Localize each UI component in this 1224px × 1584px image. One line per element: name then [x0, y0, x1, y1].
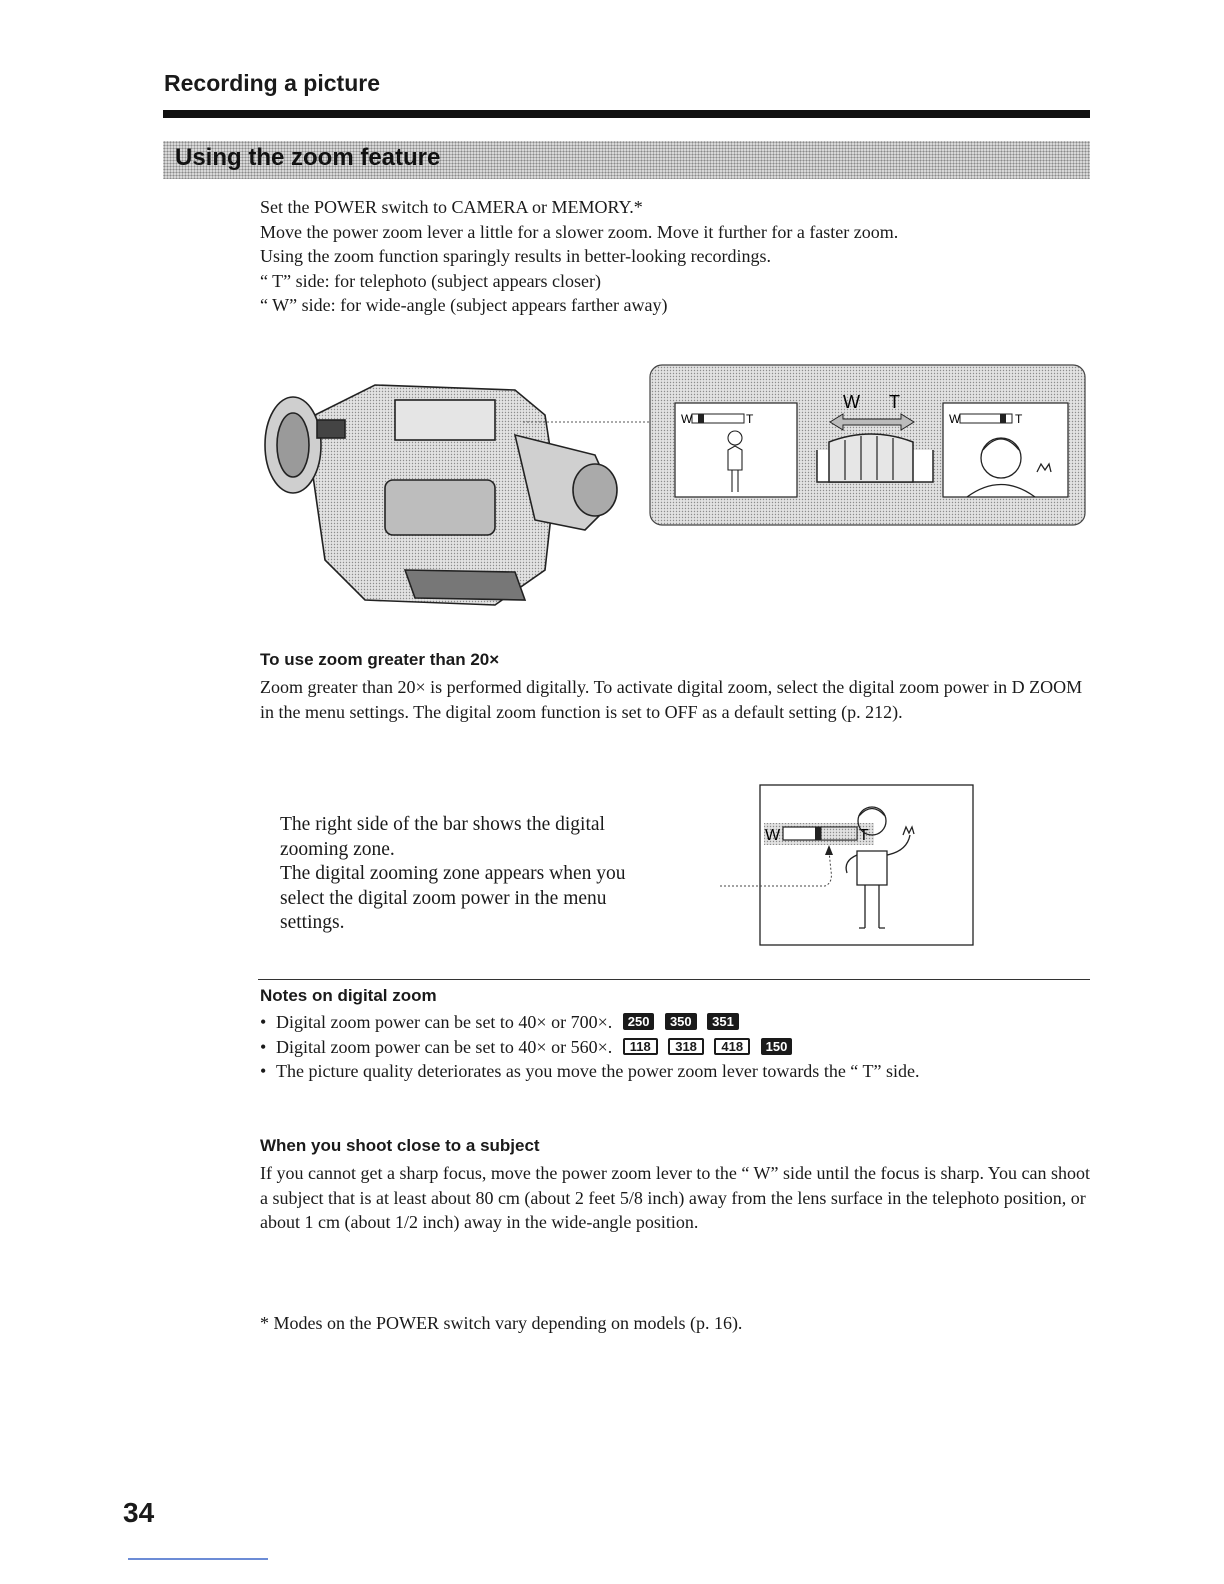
intro-line: Move the power zoom lever a little for a slower zoom. Move it further for a faster zoom.: [260, 221, 899, 242]
digital-zoom-figure: [715, 783, 977, 948]
model-badge: 250: [623, 1013, 655, 1030]
notes-divider: [258, 979, 1090, 980]
lever-w-label: W: [843, 392, 860, 412]
list-item: [260, 1035, 1090, 1060]
notes-list: [260, 1010, 1090, 1084]
digital-zoom-body: Zoom greater than 20× is performed digitally. To activate digital zoom, select the digital zoom power in D ZOOM in the menu settings. The digital zoom function is set to OFF as a default setting (p. 212).: [260, 677, 1083, 722]
model-badge: 118: [623, 1038, 658, 1055]
camcorder-illustration: [265, 385, 617, 605]
notes-heading: Notes on digital zoom: [260, 986, 437, 1005]
intro-line: “ T” side: for telephoto (subject appears closer): [260, 270, 602, 291]
model-badge: 418: [714, 1038, 750, 1055]
tele-view-frame: [943, 403, 1068, 497]
desc-line: The right side of the bar shows the digital: [280, 814, 605, 835]
wide-view-frame: [675, 403, 797, 497]
footnote: * Modes on the POWER switch vary depending on models (p. 16).: [260, 1313, 743, 1333]
close-subject-heading: When you shoot close to a subject: [260, 1136, 540, 1155]
digital-zone: [821, 827, 857, 840]
bar-t-label: T: [859, 827, 869, 844]
list-item: [260, 1010, 1090, 1035]
bar-w-label: W: [949, 412, 961, 426]
intro-line: “ W” side: for wide-angle (subject appears farther away): [260, 295, 668, 315]
lever-t-label: T: [889, 392, 900, 412]
digital-zone-description: [280, 813, 720, 936]
model-badge: 350: [665, 1013, 697, 1030]
bar-t-label: T: [1015, 412, 1023, 426]
bullet: •: [260, 1061, 267, 1081]
list-item: [260, 1059, 1090, 1084]
section-title: Recording a picture: [164, 70, 380, 96]
header-rule: [163, 110, 1090, 118]
banner-title: Using the zoom feature: [175, 144, 441, 171]
model-badge: 150: [761, 1038, 793, 1055]
note-text: The picture quality deteriorates as you move the power zoom lever towards the “ T” side.: [276, 1061, 920, 1081]
camcorder-zoom-figure: [255, 360, 1095, 615]
page-number: 34: [123, 1497, 155, 1528]
bar-w-label: W: [765, 827, 781, 844]
digital-zoom-heading: To use zoom greater than 20×: [260, 650, 500, 669]
close-subject-body: If you cannot get a sharp focus, move the power zoom lever to the “ W” side until the focus is sharp. You can shoot a subject that is at least about 80 cm (about 2 feet 5/8 inch) away from the lens surface in the telephoto position, or about 1 cm (about 1/2 inch) away in the wide-angle position.: [260, 1163, 1090, 1232]
bar-w-label: W: [681, 412, 693, 426]
note-text: Digital zoom power can be set to 40× or 560×.: [276, 1036, 613, 1057]
bottom-rule: [128, 1558, 268, 1560]
note-text: Digital zoom power can be set to 40× or 700×.: [276, 1012, 613, 1032]
bar-t-label: T: [746, 412, 754, 426]
bullet: •: [260, 1012, 267, 1032]
zoom-position-marker: [815, 827, 821, 840]
model-badge: 318: [668, 1038, 704, 1055]
bullet: •: [260, 1036, 267, 1057]
section-banner: [163, 141, 1090, 179]
intro-text: [260, 195, 1100, 318]
desc-line: settings.: [280, 912, 345, 933]
intro-line: Set the POWER switch to CAMERA or MEMORY.*: [260, 197, 643, 217]
viewfinder-frame: [760, 785, 973, 945]
model-badge: 351: [707, 1013, 739, 1030]
desc-line: select the digital zoom power in the menu: [280, 887, 607, 909]
desc-line: The digital zooming zone appears when you: [280, 863, 626, 884]
desc-line: zooming zone.: [280, 838, 395, 860]
intro-line: Using the zoom function sparingly results in better-looking recordings.: [260, 246, 772, 266]
